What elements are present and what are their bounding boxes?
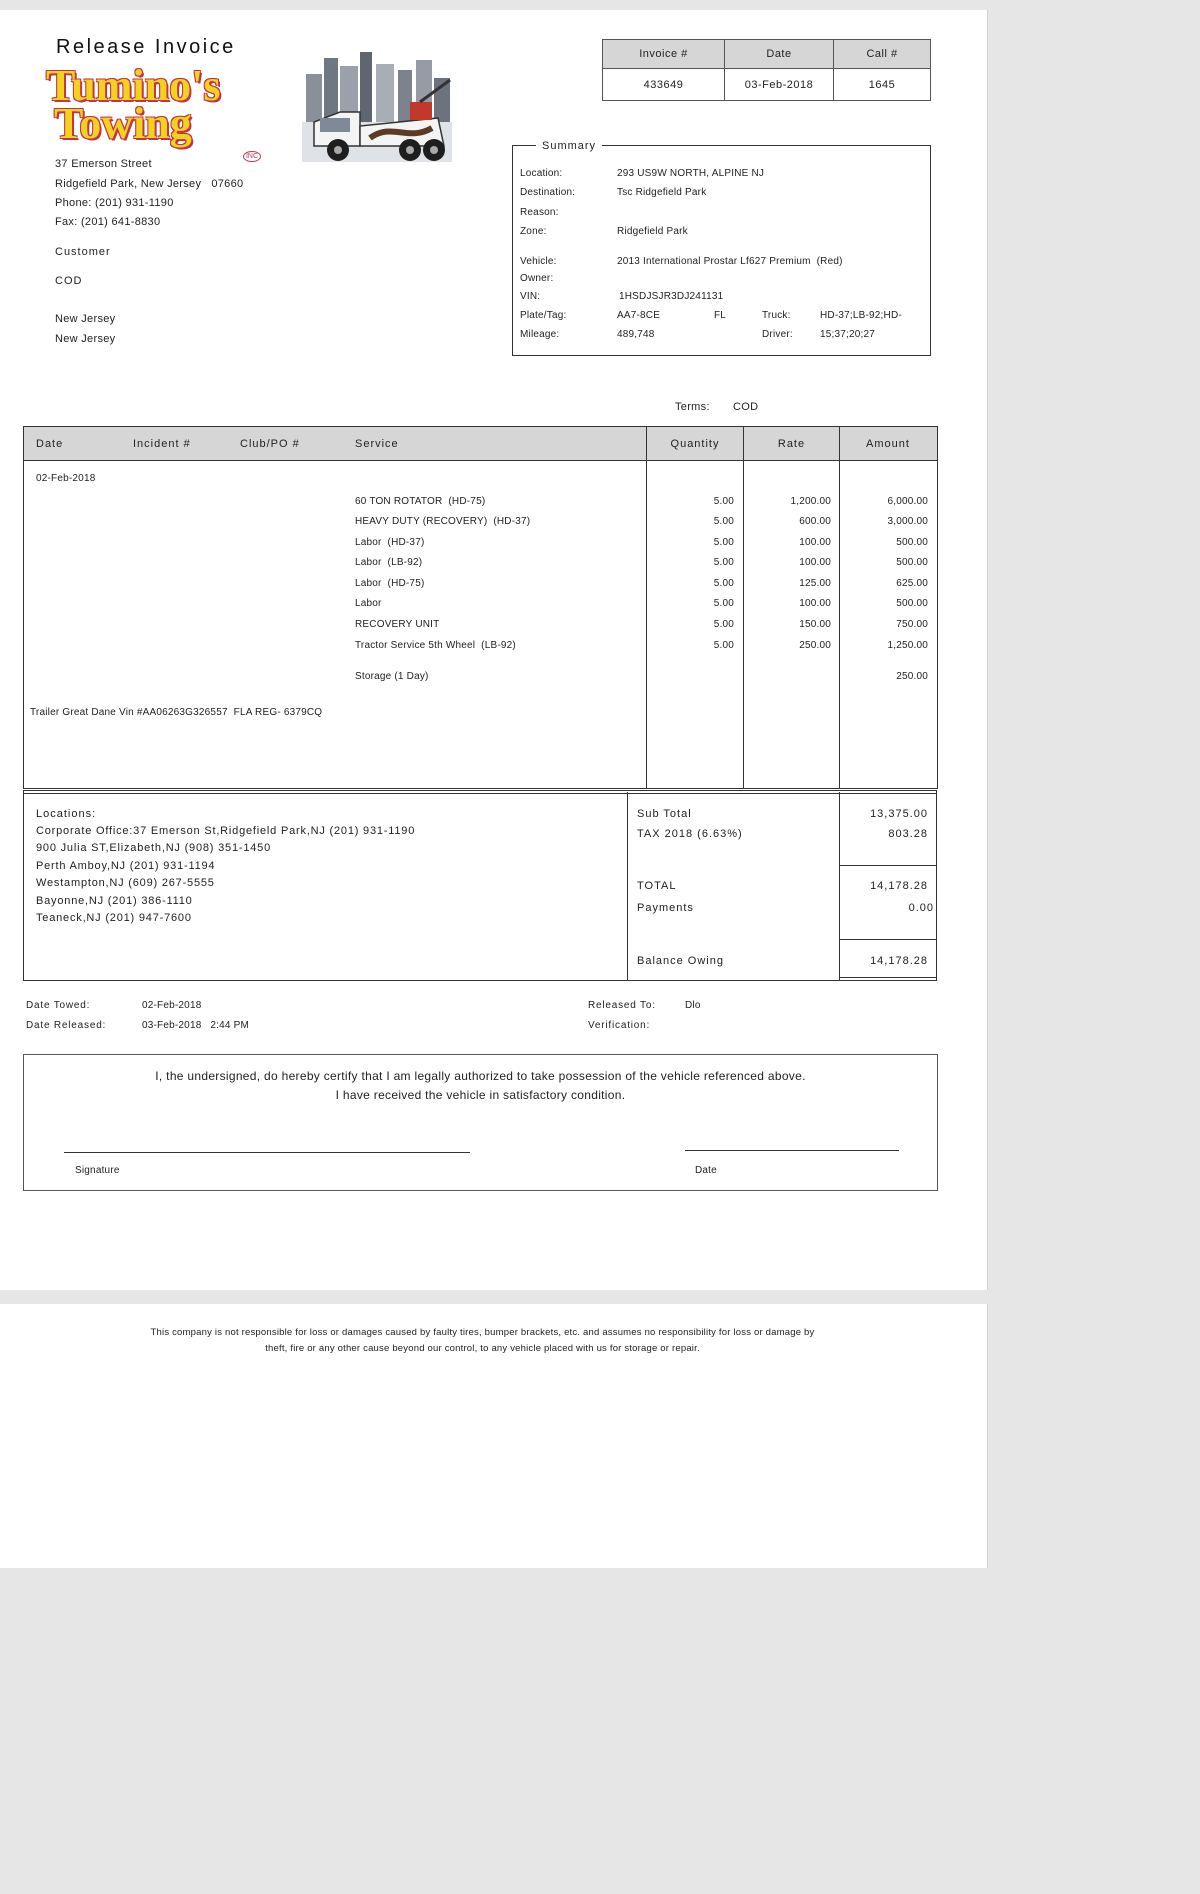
location-line: Perth Amboy,NJ (201) 931-1194 <box>36 860 216 872</box>
table-row-amount: 750.00 <box>896 619 928 630</box>
terms-label: Terms: <box>675 401 710 413</box>
summary-heading: Summary <box>536 140 602 152</box>
disclaimer-page <box>0 1304 988 1568</box>
disclaimer-line-2: theft, fire or any other cause beyond our control, to any vehicle placed with us for storage or repair. <box>265 1343 700 1354</box>
date-released-label: Date Released: <box>26 1020 107 1031</box>
plate-label: Plate/Tag: <box>520 310 567 321</box>
table-row-service: HEAVY DUTY (RECOVERY) (HD-37) <box>355 516 531 527</box>
table-row-quantity: 5.00 <box>713 598 734 609</box>
table-row-amount: 500.00 <box>896 537 928 548</box>
balance-label: Balance Owing <box>637 955 724 967</box>
col-header-quantity: Quantity <box>670 438 720 450</box>
table-row-amount: 3,000.00 <box>887 516 928 527</box>
table-row-rate: 100.00 <box>799 598 831 609</box>
col-header-club-po: Club/PO # <box>240 438 300 450</box>
plate-state-value: FL <box>714 310 727 321</box>
signature-label: Signature <box>75 1165 120 1176</box>
page-title: Release Invoice <box>56 36 236 58</box>
company-phone: Phone: (201) 931-1190 <box>55 197 174 209</box>
vehicle-value: 2013 International Prostar Lf627 Premium (Red) <box>617 256 843 267</box>
released-to-value: Dlo <box>685 1000 701 1011</box>
locations-heading: Locations: <box>36 808 97 820</box>
mileage-value: 489,748 <box>617 329 655 340</box>
destination-value: Tsc Ridgefield Park <box>617 187 707 198</box>
signature-line[interactable] <box>64 1152 470 1153</box>
table-row-quantity: 5.00 <box>713 578 734 589</box>
table-row-rate: 125.00 <box>799 578 831 589</box>
table-row-service: Labor (LB-92) <box>355 557 423 568</box>
invoice-header-table <box>602 39 931 101</box>
total-value: 14,178.28 <box>870 880 928 892</box>
vehicle-label: Vehicle: <box>520 256 557 267</box>
destination-label: Destination: <box>520 187 576 198</box>
totals-rule <box>839 865 937 866</box>
date-signature-line[interactable] <box>685 1150 899 1151</box>
terms-value: COD <box>733 401 759 413</box>
table-row-rate: 1,200.00 <box>790 496 831 507</box>
location-value: 293 US9W NORTH, ALPINE NJ <box>617 168 765 179</box>
col-header-date: Date <box>36 438 64 450</box>
location-line: Corporate Office:37 Emerson St,Ridgefield Park,NJ (201) 931-1190 <box>36 825 416 837</box>
table-row-amount: 500.00 <box>896 598 928 609</box>
right-border <box>936 790 937 981</box>
table-row-quantity: 5.00 <box>713 640 734 651</box>
table-row-service: 60 TON ROTATOR (HD-75) <box>355 496 486 507</box>
table-row-rate: 100.00 <box>799 557 831 568</box>
invoice-number-value: 433649 <box>603 69 725 101</box>
bottom-border <box>23 980 937 981</box>
invoice-number-label: Invoice # <box>603 40 725 69</box>
table-row-service: Labor (HD-75) <box>355 578 425 589</box>
disclaimer-line-1: This company is not responsible for loss or damages caused by faulty tires, bumper brackets, etc. and assumes no responsibility for loss or damage by <box>150 1327 815 1338</box>
company-logo <box>44 61 264 162</box>
truck-label: Truck: <box>762 310 791 321</box>
mileage-label: Mileage: <box>520 329 560 340</box>
table-row-quantity: 5.00 <box>713 557 734 568</box>
company-address-line-2: Ridgefield Park, New Jersey 07660 <box>55 178 244 190</box>
date-towed-label: Date Towed: <box>26 1000 91 1011</box>
col-header-rate: Rate <box>777 438 806 450</box>
customer-line-1: New Jersey <box>55 313 116 325</box>
table-row-service: RECOVERY UNIT <box>355 619 440 630</box>
invoice-page <box>0 10 988 1290</box>
driver-value: 15;37;20;27 <box>820 329 876 340</box>
owner-label: Owner: <box>520 273 554 284</box>
trailer-note: Trailer Great Dane Vin #AA06263G326557 FLA REG- 6379CQ <box>30 707 323 718</box>
section-divider <box>23 790 937 794</box>
table-row-amount: 500.00 <box>896 557 928 568</box>
table-row-amount: 6,000.00 <box>887 496 928 507</box>
table-row-amount: 625.00 <box>896 578 928 589</box>
totals-rule <box>839 977 937 978</box>
call-number-value: 1645 <box>834 69 931 101</box>
certification-line-1: I, the undersigned, do hereby certify that I am legally authorized to take possession of the vehicle referenced above. <box>155 1069 806 1083</box>
location-label: Location: <box>520 168 563 179</box>
vin-value: 1HSDJSJR3DJ241131 <box>619 291 724 302</box>
customer-name: COD <box>55 275 83 287</box>
col-header-incident: Incident # <box>133 438 191 450</box>
table-row-quantity: 5.00 <box>713 537 734 548</box>
table-row-service: Storage (1 Day) <box>355 671 429 682</box>
truck-value: HD-37;LB-92;HD- <box>820 310 902 321</box>
total-label: TOTAL <box>637 880 677 892</box>
tow-truck-illustration <box>300 50 454 168</box>
table-row-rate: 150.00 <box>799 619 831 630</box>
payments-label: Payments <box>637 902 694 914</box>
table-row-amount: 1,250.00 <box>887 640 928 651</box>
logo-inc-mark: INC <box>243 151 261 162</box>
logo-line-1: Tumino's <box>46 61 221 110</box>
subtotal-value: 13,375.00 <box>870 808 928 820</box>
totals-rule <box>839 939 937 940</box>
table-row-quantity: 5.00 <box>713 516 734 527</box>
date-released-value: 03-Feb-2018 2:44 PM <box>142 1020 250 1031</box>
call-number-label: Call # <box>834 40 931 69</box>
date-value: 03-Feb-2018 <box>725 69 834 101</box>
location-line: Teaneck,NJ (201) 947-7600 <box>36 912 192 924</box>
plate-value: AA7-8CE <box>617 310 661 321</box>
location-line: Westampton,NJ (609) 267-5555 <box>36 877 215 889</box>
table-row-quantity: 5.00 <box>713 496 734 507</box>
location-line: Bayonne,NJ (201) 386-1110 <box>36 895 193 907</box>
subtotal-label: Sub Total <box>637 808 692 820</box>
verification-label: Verification: <box>588 1020 651 1031</box>
reason-label: Reason: <box>520 207 559 218</box>
logo-line-2: Towing <box>54 99 192 148</box>
left-border <box>23 790 24 981</box>
payments-value: 0.00 <box>908 902 934 914</box>
location-line: 900 Julia ST,Elizabeth,NJ (908) 351-1450 <box>36 842 272 854</box>
vin-label: VIN: <box>520 291 541 302</box>
certification-line-2: I have received the vehicle in satisfactory condition. <box>335 1088 626 1102</box>
col-header-amount: Amount <box>866 438 910 450</box>
service-date: 02-Feb-2018 <box>36 473 96 484</box>
balance-value: 14,178.28 <box>870 955 928 967</box>
table-row-rate: 100.00 <box>799 537 831 548</box>
table-row-rate: 600.00 <box>799 516 831 527</box>
company-fax: Fax: (201) 641-8830 <box>55 216 161 228</box>
table-row-service: Labor (HD-37) <box>355 537 425 548</box>
table-row-amount: 250.00 <box>896 671 928 682</box>
date-towed-value: 02-Feb-2018 <box>142 1000 202 1011</box>
col-header-service: Service <box>355 438 399 450</box>
released-to-label: Released To: <box>588 1000 656 1011</box>
tax-value: 803.28 <box>888 828 928 840</box>
customer-line-2: New Jersey <box>55 333 116 345</box>
zone-label: Zone: <box>520 226 547 237</box>
signature-date-label: Date <box>695 1165 717 1176</box>
table-row-service: Tractor Service 5th Wheel (LB-92) <box>355 640 516 651</box>
table-row-quantity: 5.00 <box>713 619 734 630</box>
customer-label: Customer <box>55 246 111 258</box>
date-label: Date <box>725 40 834 69</box>
zone-value: Ridgefield Park <box>617 226 688 237</box>
table-row-rate: 250.00 <box>799 640 831 651</box>
driver-label: Driver: <box>762 329 793 340</box>
totals-divider <box>627 792 628 980</box>
tax-label: TAX 2018 (6.63%) <box>637 828 743 840</box>
company-address-line-1: 37 Emerson Street <box>55 158 152 170</box>
table-row-service: Labor <box>355 598 382 609</box>
